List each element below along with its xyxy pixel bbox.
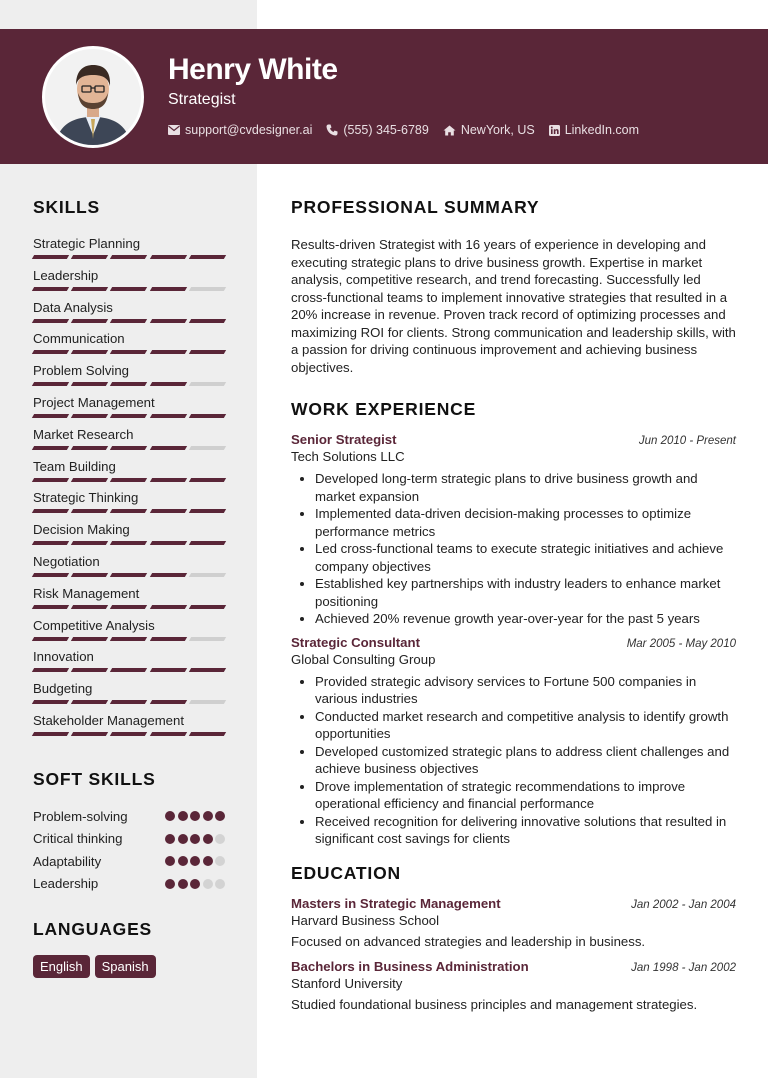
profile-photo	[42, 46, 144, 148]
main-content	[291, 197, 736, 1012]
skill-level-segment	[189, 637, 227, 641]
skill-name: Stakeholder Management	[33, 712, 185, 728]
soft-skill-item	[33, 850, 225, 873]
skill-level-bar	[33, 605, 225, 609]
skill-level-segment	[110, 446, 148, 450]
rating-dot	[165, 856, 175, 866]
skill-item	[33, 586, 225, 618]
profile-photo-image	[45, 49, 141, 145]
skill-level-segment	[71, 605, 109, 609]
skill-level-segment	[149, 541, 187, 545]
skill-level-segment	[110, 287, 148, 291]
skill-level-segment	[71, 573, 109, 577]
skill-level-segment	[149, 350, 187, 354]
rating-dot	[215, 856, 225, 866]
skill-level-segment	[149, 255, 187, 259]
rating-dot	[165, 879, 175, 889]
skill-level-segment	[189, 350, 227, 354]
skill-level-segment	[149, 382, 187, 386]
home-icon	[443, 125, 456, 136]
language-tag: Spanish	[95, 955, 156, 978]
skill-level-segment	[110, 541, 148, 545]
education-dates: Jan 1998 - Jan 2002	[631, 961, 736, 974]
skill-level-segment	[189, 732, 227, 736]
rating-dot	[215, 879, 225, 889]
skill-level-segment	[71, 255, 109, 259]
skill-level-segment	[149, 605, 187, 609]
skill-level-bar	[33, 382, 225, 386]
skill-name: Strategic Planning	[33, 236, 141, 251]
skill-level-segment	[32, 509, 70, 513]
skill-level-bar	[33, 350, 225, 354]
skill-level-bar	[33, 478, 225, 482]
job-bullet: • Led cross-functional teams to execute strategic initiatives and achieve company objectives	[315, 540, 736, 575]
skill-name: Decision Making	[33, 522, 130, 538]
education-header	[291, 959, 736, 974]
skill-level-segment	[71, 509, 109, 513]
candidate-name: Henry White	[168, 53, 338, 86]
contact-email-text: support@cvdesigner.ai	[185, 123, 313, 137]
skill-level-segment	[71, 319, 109, 323]
rating-dot	[190, 879, 200, 889]
skill-level-bar	[33, 700, 225, 704]
skill-level-segment	[149, 287, 187, 291]
envelope-icon	[168, 125, 180, 135]
education-header	[291, 896, 736, 911]
rating-dot	[178, 879, 188, 889]
skill-name: Strategic Thinking	[33, 490, 139, 506]
experience-heading: WORK EXPERIENCE	[291, 399, 477, 419]
soft-skill-rating	[165, 879, 225, 889]
skill-level-segment	[71, 732, 109, 736]
skill-level-segment	[189, 446, 227, 450]
education-heading: EDUCATION	[291, 862, 401, 883]
contact-location	[443, 123, 535, 137]
skill-level-segment	[149, 573, 187, 577]
soft-skill-name: Leadership	[33, 876, 99, 891]
skill-level-segment	[189, 414, 227, 418]
skill-level-segment	[189, 478, 227, 482]
soft-skill-item	[33, 805, 225, 828]
skill-level-segment	[32, 668, 70, 672]
job-bullet: • Implemented data-driven decision-making processes to optimize performance metrics	[315, 505, 736, 540]
skills-list	[33, 236, 225, 745]
rating-dot	[190, 834, 200, 844]
skill-level-segment	[32, 732, 70, 736]
job-dates: Mar 2005 - May 2010	[626, 637, 736, 650]
skill-level-bar	[33, 509, 225, 513]
skill-level-segment	[189, 287, 227, 291]
skill-level-segment	[71, 350, 109, 354]
skill-item	[33, 363, 225, 395]
skill-level-segment	[32, 541, 70, 545]
education-description: Focused on advanced strategies and leadership in business.	[291, 933, 646, 949]
resume-header	[0, 29, 768, 164]
soft-skill-name: Problem-solving	[33, 808, 128, 824]
skill-level-segment	[149, 732, 187, 736]
soft-skill-rating	[165, 834, 225, 844]
skill-level-segment	[71, 382, 109, 386]
skill-item	[33, 554, 225, 586]
skill-level-segment	[32, 700, 70, 704]
skill-level-segment	[32, 573, 70, 577]
skill-level-segment	[32, 605, 70, 609]
rating-dot	[190, 811, 200, 821]
skill-level-segment	[110, 637, 148, 641]
skill-item	[33, 681, 225, 713]
skill-level-segment	[149, 637, 187, 641]
job-bullet: • Achieved 20% revenue growth year-over-year for the past 5 years	[315, 610, 736, 628]
summary-heading: PROFESSIONAL SUMMARY	[291, 197, 540, 217]
rating-dot	[215, 834, 225, 844]
rating-dot	[178, 834, 188, 844]
soft-skill-item	[33, 827, 225, 850]
skill-level-segment	[189, 541, 227, 545]
skill-level-segment	[110, 509, 148, 513]
soft-skill-name: Adaptability	[33, 853, 102, 869]
soft-skills-list	[33, 805, 225, 895]
skill-level-bar	[33, 255, 225, 259]
candidate-role: Strategist	[168, 91, 236, 108]
languages-list	[33, 955, 225, 978]
skill-name: Communication	[33, 331, 125, 347]
summary-text: Results-driven Strategist with 16 years of experience in developing and executing strategic plans to drive business growth. Expertise in market analysis, competitive research, and trend forecasting. Successfully led cross-functional teams to implement innovative strategies that resulted in a 20% increase in revenue. Proven track record of optimizing processes and maximizing ROI for clients. Strong communication and leadership skills, with a passion for driving continuous improvement and achieving business objectives.	[291, 237, 736, 375]
contact-email[interactable]	[168, 123, 312, 137]
soft-skill-item	[33, 872, 225, 895]
skill-level-segment	[189, 668, 227, 672]
sidebar	[33, 197, 225, 978]
skill-item	[33, 490, 225, 522]
skill-level-segment	[110, 732, 148, 736]
skill-level-segment	[149, 668, 187, 672]
education-school: Harvard Business School	[291, 912, 440, 928]
skill-level-segment	[32, 287, 70, 291]
education-entry	[291, 959, 736, 1012]
job-bullet: • Developed customized strategic plans to address client challenges and achieve business objectives	[315, 743, 736, 778]
languages-heading: LANGUAGES	[33, 918, 153, 939]
skill-level-segment	[110, 255, 148, 259]
skill-item	[33, 459, 225, 491]
skill-level-segment	[189, 382, 227, 386]
skill-name: Risk Management	[33, 585, 140, 601]
job-bullet: • Conducted market research and competitive analysis to identify growth opportunities	[315, 708, 736, 743]
skill-level-segment	[149, 700, 187, 704]
rating-dot	[165, 834, 175, 844]
education-school: Stanford University	[291, 975, 403, 991]
skill-level-bar	[33, 319, 225, 323]
job-bullet: • Established key partnerships with industry leaders to enhance market positioning	[315, 575, 736, 610]
contact-phone[interactable]	[326, 123, 428, 137]
skill-level-segment	[110, 350, 148, 354]
job-bullets	[291, 470, 736, 628]
skill-level-bar	[33, 414, 225, 418]
skill-level-segment	[32, 446, 70, 450]
skill-level-segment	[32, 350, 70, 354]
skill-item	[33, 618, 225, 650]
skill-name: Negotiation	[33, 553, 100, 569]
rating-dot	[190, 856, 200, 866]
skill-level-bar	[33, 668, 225, 672]
linkedin-icon	[549, 125, 560, 136]
skill-level-segment	[32, 255, 70, 259]
skill-level-segment	[149, 509, 187, 513]
experience-list	[291, 432, 736, 848]
job-bullet: • Drove implementation of strategic recommendations to improve operational efficiency and financial performance	[315, 778, 736, 813]
job-header	[291, 635, 736, 650]
language-tag: English	[33, 955, 90, 978]
skill-item	[33, 268, 225, 300]
rating-dot	[203, 834, 213, 844]
skill-level-segment	[110, 605, 148, 609]
rating-dot	[203, 879, 213, 889]
skill-name: Leadership	[33, 267, 99, 283]
rating-dot	[203, 856, 213, 866]
skill-item	[33, 331, 225, 363]
contact-phone-text: (555) 345-6789	[343, 123, 429, 137]
skill-name: Market Research	[33, 426, 134, 442]
skill-level-segment	[71, 541, 109, 545]
job-title: Strategic Consultant	[291, 634, 420, 650]
skill-level-segment	[110, 319, 148, 323]
rating-dot	[215, 811, 225, 821]
job-bullet: • Received recognition for delivering innovative solutions that resulted in significant cost savings for clients	[315, 813, 736, 848]
skill-level-bar	[33, 732, 225, 736]
skill-level-bar	[33, 541, 225, 545]
skill-level-segment	[110, 573, 148, 577]
skill-name: Data Analysis	[33, 299, 113, 315]
skill-level-segment	[149, 446, 187, 450]
skill-item	[33, 649, 225, 681]
skill-level-segment	[71, 700, 109, 704]
skill-item	[33, 713, 225, 745]
contact-linkedin[interactable]	[549, 123, 639, 137]
skill-level-segment	[32, 414, 70, 418]
skill-level-segment	[189, 255, 227, 259]
soft-skills-heading: SOFT SKILLS	[33, 768, 156, 789]
rating-dot	[165, 811, 175, 821]
phone-icon	[326, 124, 338, 136]
soft-skill-rating	[165, 856, 225, 866]
education-dates: Jan 2002 - Jan 2004	[631, 898, 736, 911]
skill-item	[33, 427, 225, 459]
skill-level-bar	[33, 287, 225, 291]
skill-level-segment	[32, 382, 70, 386]
contact-linkedin-text: LinkedIn.com	[564, 123, 640, 137]
skills-heading: SKILLS	[33, 197, 101, 217]
skill-name: Team Building	[33, 458, 116, 474]
job-bullets	[291, 673, 736, 848]
skill-level-segment	[32, 319, 70, 323]
job-header	[291, 432, 736, 447]
skill-level-segment	[189, 319, 227, 323]
job-entry	[291, 432, 736, 628]
skill-level-segment	[189, 573, 227, 577]
skill-level-segment	[149, 478, 187, 482]
education-description: Studied foundational business principles and management strategies.	[291, 996, 698, 1012]
skill-item	[33, 522, 225, 554]
skill-level-segment	[71, 478, 109, 482]
skill-name: Budgeting	[33, 681, 93, 697]
education-degree: Bachelors in Business Administration	[291, 958, 529, 974]
job-bullet: • Developed long-term strategic plans to drive business growth and market expansion	[315, 470, 736, 505]
skill-level-segment	[110, 668, 148, 672]
skill-name: Project Management	[33, 394, 155, 410]
skill-level-segment	[110, 414, 148, 418]
skill-level-segment	[71, 446, 109, 450]
skill-level-segment	[110, 478, 148, 482]
skill-level-segment	[110, 700, 148, 704]
skill-level-segment	[189, 509, 227, 513]
education-entry	[291, 896, 736, 949]
skill-level-segment	[149, 414, 187, 418]
skill-name: Innovation	[33, 649, 94, 665]
education-list	[291, 896, 736, 1012]
skill-level-segment	[189, 700, 227, 704]
skill-level-bar	[33, 446, 225, 450]
skill-item	[33, 300, 225, 332]
skill-level-segment	[32, 637, 70, 641]
skill-level-segment	[71, 414, 109, 418]
job-title: Senior Strategist	[291, 432, 397, 447]
skill-level-segment	[71, 668, 109, 672]
rating-dot	[203, 811, 213, 821]
skill-level-segment	[71, 637, 109, 641]
skill-level-bar	[33, 573, 225, 577]
skill-level-segment	[189, 605, 227, 609]
rating-dot	[178, 856, 188, 866]
soft-skill-rating	[165, 811, 225, 821]
job-dates: Jun 2010 - Present	[638, 435, 736, 447]
rating-dot	[178, 811, 188, 821]
job-bullet: • Provided strategic advisory services to Fortune 500 companies in various industries	[315, 673, 736, 708]
skill-level-segment	[149, 319, 187, 323]
skill-name: Competitive Analysis	[33, 617, 155, 633]
job-entry	[291, 635, 736, 848]
skill-item	[33, 395, 225, 427]
skill-level-segment	[71, 287, 109, 291]
soft-skill-name: Critical thinking	[33, 831, 123, 846]
contact-list	[168, 123, 639, 137]
skill-level-bar	[33, 637, 225, 641]
job-company: Global Consulting Group	[291, 651, 436, 667]
contact-location-text: NewYork, US	[460, 123, 535, 137]
skill-name: Problem Solving	[33, 363, 130, 379]
skill-level-segment	[110, 382, 148, 386]
job-company: Tech Solutions LLC	[291, 449, 405, 464]
education-degree: Masters in Strategic Management	[291, 895, 501, 911]
skill-item	[33, 236, 225, 268]
skill-level-segment	[32, 478, 70, 482]
